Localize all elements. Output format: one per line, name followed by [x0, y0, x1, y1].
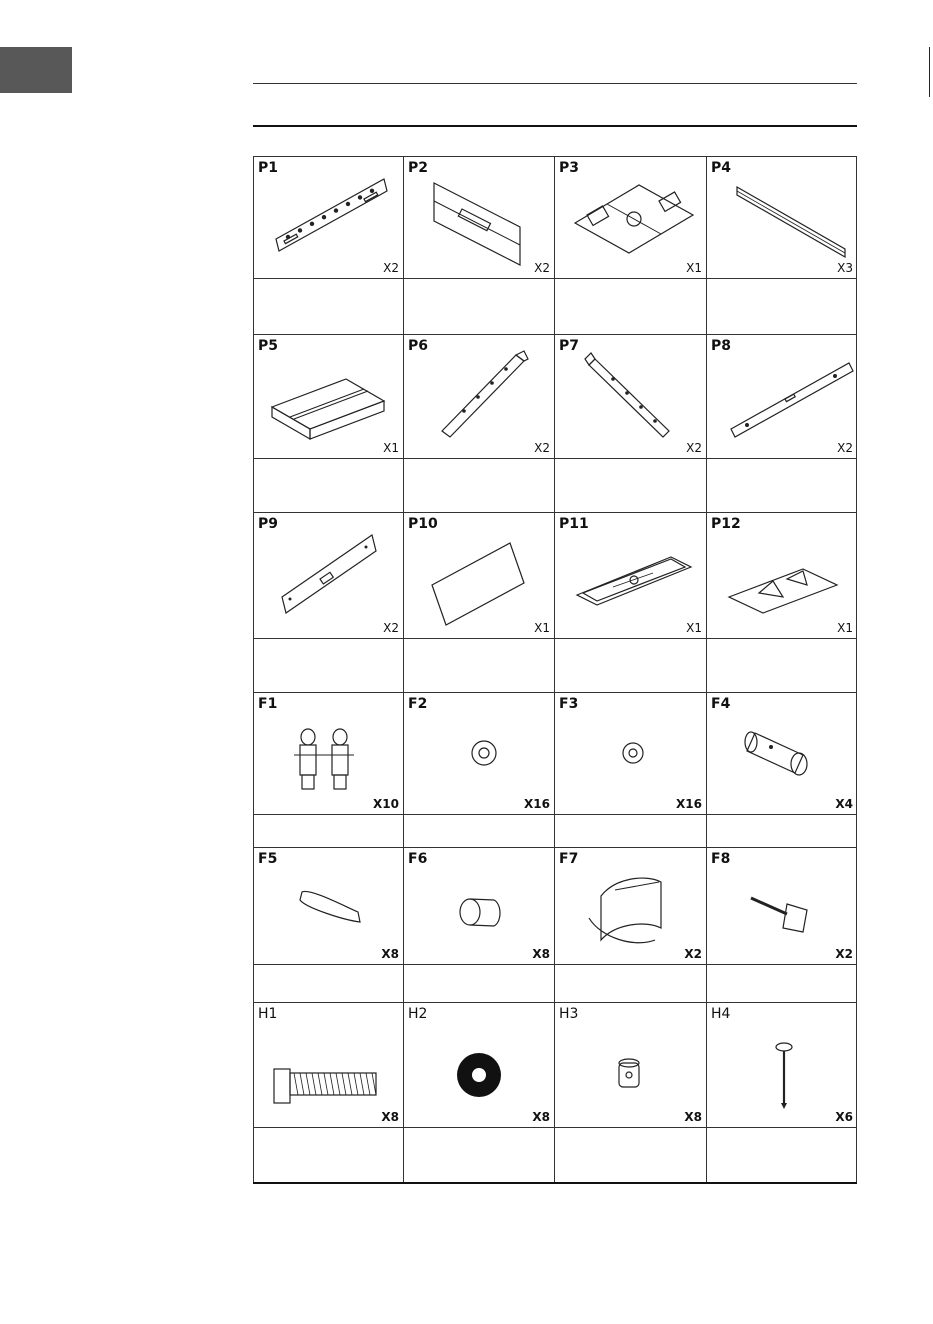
part-quantity: X8: [532, 947, 550, 961]
part-code: F2: [408, 696, 428, 712]
part-quantity: X1: [837, 621, 853, 635]
part-quantity: X1: [534, 621, 550, 635]
part-code: F5: [258, 851, 278, 867]
part-code: P1: [258, 160, 279, 176]
part-cell: [707, 513, 857, 638]
margin-rule: [929, 47, 930, 97]
part-cell: [555, 157, 706, 278]
parts-table: [253, 156, 857, 1184]
part-cell: [555, 1003, 706, 1127]
part-cell: [404, 157, 554, 278]
part-code: H4: [711, 1006, 731, 1022]
part-code: F8: [711, 851, 731, 867]
part-quantity: X1: [686, 261, 702, 275]
part-code: F4: [711, 696, 731, 712]
part-quantity: X8: [381, 1110, 399, 1124]
part-quantity: X2: [383, 621, 399, 635]
part-quantity: X2: [835, 947, 853, 961]
part-code: H3: [559, 1006, 579, 1022]
part-quantity: X8: [381, 947, 399, 961]
part-quantity: X1: [686, 621, 702, 635]
part-cell: [254, 848, 403, 964]
part-code: F6: [408, 851, 428, 867]
part-cell: [254, 1003, 403, 1127]
part-quantity: X2: [684, 947, 702, 961]
table-row-divider: [253, 278, 857, 279]
part-cell: [555, 513, 706, 638]
part-quantity: X10: [373, 797, 399, 811]
header-rule-bottom: [253, 125, 857, 127]
table-row-divider: [253, 964, 857, 965]
table-row-divider: [253, 814, 857, 815]
part-cell: [404, 335, 554, 458]
part-code: P6: [408, 338, 429, 354]
part-cell: [254, 513, 403, 638]
part-cell: [555, 335, 706, 458]
part-cell: [707, 693, 857, 814]
table-row-divider: [253, 458, 857, 459]
part-quantity: X2: [686, 441, 702, 455]
part-code: F7: [559, 851, 579, 867]
part-code: P3: [559, 160, 580, 176]
part-cell: [707, 157, 857, 278]
part-quantity: X3: [837, 261, 853, 275]
part-cell: [555, 848, 706, 964]
part-quantity: X2: [383, 261, 399, 275]
part-code: P11: [559, 516, 589, 532]
section-tab-marker: [0, 47, 72, 93]
part-quantity: X2: [534, 441, 550, 455]
part-cell: [707, 848, 857, 964]
part-code: P8: [711, 338, 732, 354]
part-code: P4: [711, 160, 732, 176]
part-code: P2: [408, 160, 429, 176]
part-code: F3: [559, 696, 579, 712]
part-code: P9: [258, 516, 279, 532]
part-cell: [707, 335, 857, 458]
part-code: H1: [258, 1006, 278, 1022]
part-quantity: X16: [524, 797, 550, 811]
part-quantity: X1: [383, 441, 399, 455]
part-quantity: X8: [532, 1110, 550, 1124]
part-code: P12: [711, 516, 741, 532]
part-code: P7: [559, 338, 580, 354]
part-cell: [707, 1003, 857, 1127]
table-row-divider: [253, 1127, 857, 1128]
part-quantity: X8: [684, 1110, 702, 1124]
part-quantity: X2: [534, 261, 550, 275]
part-code: H2: [408, 1006, 428, 1022]
part-cell: [404, 848, 554, 964]
part-quantity: X6: [835, 1110, 853, 1124]
header-rule-top: [253, 83, 857, 84]
part-quantity: X2: [837, 441, 853, 455]
table-bottom-rule: [253, 1182, 857, 1184]
part-code: P10: [408, 516, 438, 532]
part-code: F1: [258, 696, 278, 712]
part-cell: [555, 693, 706, 814]
part-cell: [404, 1003, 554, 1127]
part-cell: [404, 513, 554, 638]
part-cell: [254, 693, 403, 814]
part-quantity: X16: [676, 797, 702, 811]
table-row-divider: [253, 638, 857, 639]
part-cell: [254, 157, 403, 278]
part-quantity: X4: [835, 797, 853, 811]
part-cell: [404, 693, 554, 814]
part-cell: [254, 335, 403, 458]
part-code: P5: [258, 338, 279, 354]
